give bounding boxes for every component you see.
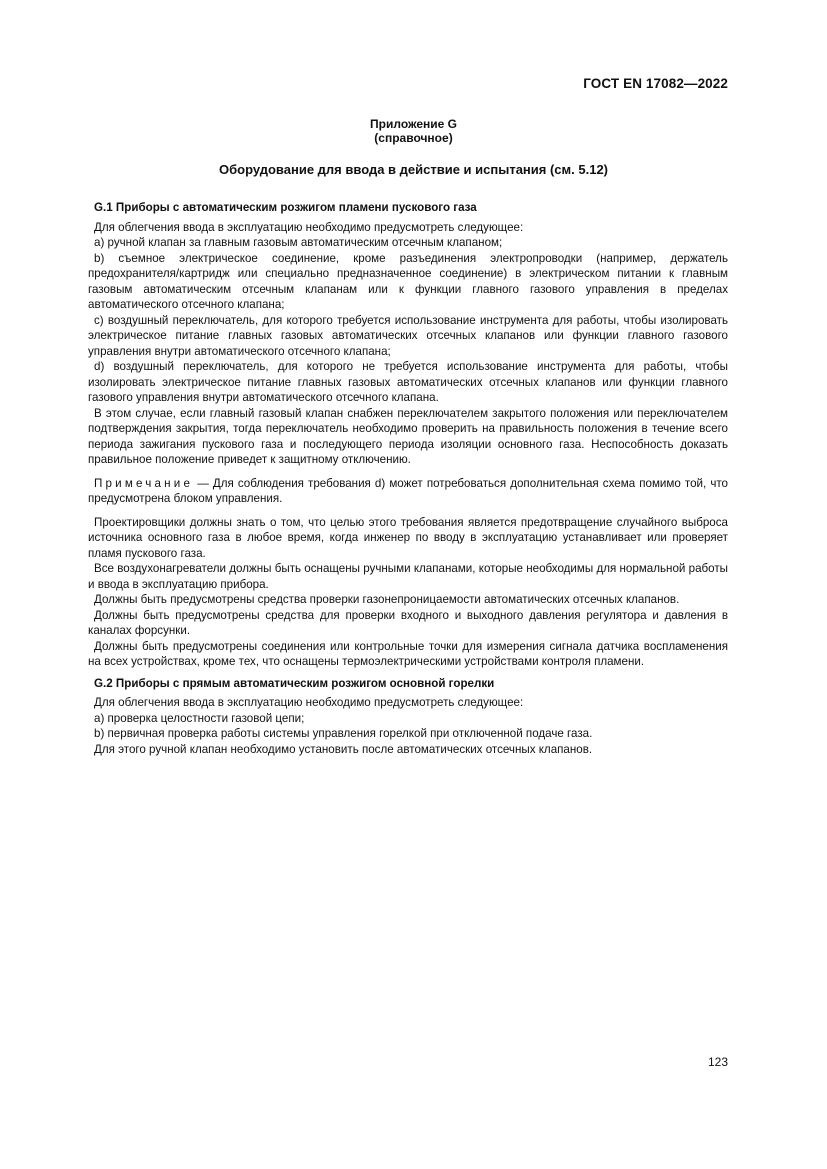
paragraph: Проектировщики должны знать о том, что целью этого требования является предотвращение случайного выброса источника основного газа в любое время, когда инженер по вводу в эксплуатацию устанавливает или проверяет пламя пускового газа. [88, 515, 728, 560]
note-text: — Для соблюдения требования d) может потребоваться дополнительная схема помимо той, что предусмотрена блоком управления. [88, 476, 728, 505]
list-item: a) ручной клапан за главным газовым автоматическим отсечным клапаном; [94, 236, 503, 249]
annex-title: Приложение G [370, 117, 457, 131]
paragraph: Должны быть предусмотрены средства проверки газонепроницаемости автоматических отсечных клапанов. [94, 593, 680, 606]
note-label: Примечание [94, 476, 194, 490]
paragraph: Все воздухонагреватели должны быть оснащены ручными клапанами, которые необходимы для нормальной работы и ввода в эксплуатацию прибора. [88, 562, 728, 591]
paragraph: Должны быть предусмотрены соединения или контрольные точки для измерения сигнала датчика воспламенения на всех устройствах, кроме тех, что оснащены термоэлектрическими устройствами контроля пламени. [88, 639, 728, 668]
paragraph: Для этого ручной клапан необходимо установить после автоматических отсечных клапанов. [94, 742, 593, 756]
paragraph: Для облегчения ввода в эксплуатацию необходимо предусмотреть следующее: [94, 696, 524, 709]
annex-title-block [0, 117, 827, 145]
paragraph: Должны быть предусмотрены средства для проверки входного и выходного давления регулятора и давления в каналах форсунки. [88, 608, 728, 637]
document-body [88, 200, 728, 757]
list-item: c) воздушный переключатель, для которого требуется использование инструмента для работы, чтобы изолировать электрическое питание главных газовых автоматических отсечных клапанов или функции главного газового управления внутри автоматического отсечного клапана; [88, 313, 728, 358]
annex-type: (справочное) [374, 131, 453, 145]
note [88, 476, 728, 507]
annex-heading: Оборудование для ввода в действие и испытания (см. 5.12) [218, 162, 609, 177]
list-item: b) первичная проверка работы системы управления горелкой при отключенной подаче газа. [94, 727, 593, 740]
standard-designation: ГОСТ EN 17082—2022 [583, 76, 728, 91]
section-g1-heading: G.1 Приборы с автоматическим розжигом пламени пускового газа [94, 201, 477, 214]
section-g2-heading: G.2 Приборы с прямым автоматическим розжигом основной горелки [94, 676, 495, 690]
paragraph: В этом случае, если главный газовый клапан снабжен переключателем закрытого положения или переключателем подтверждения закрытия, тогда переключатель необходимо проверить на правильность положения в течение всего периода зажигания пускового газа и последующего периода изоляции основного газа. Неспособность доказать правильное положение приведет к защитному отключению. [88, 406, 728, 466]
paragraph: Для облегчения ввода в эксплуатацию необходимо предусмотреть следующее: [94, 220, 524, 234]
list-item: b) съемное электрическое соединение, кроме разъединения электропроводки (например, держатель предохранителя/картридж или специально предназначенное соединение) в электрическом питании к главным газовым автоматическим отсечным клапанам или к функции главного газового управления в пределах автоматического отсечного клапана; [88, 251, 728, 311]
list-item: d) воздушный переключатель, для которого не требуется использование инструмента для работы, чтобы изолировать электрическое питание главных газовых автоматических отсечных клапанов или функции главного газового управления внутри автоматического отсечного клапана. [88, 360, 728, 404]
page-number: 123 [707, 1055, 728, 1069]
list-item: a) проверка целостности газовой цепи; [94, 711, 305, 725]
